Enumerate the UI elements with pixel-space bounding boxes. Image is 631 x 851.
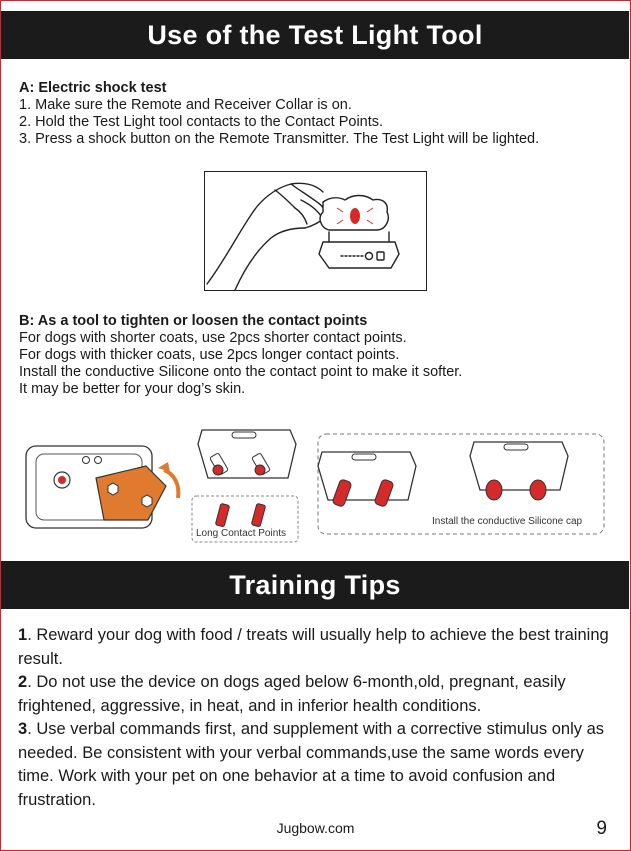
section-a-step-3: 3. Press a shock button on the Remote Transmitter. The Test Light will be lighted. <box>19 131 540 147</box>
tip-number: 2 <box>18 673 28 691</box>
training-tips-list <box>18 624 614 812</box>
tip-item <box>18 718 614 812</box>
hand-test-light-icon <box>205 172 426 290</box>
silicone-cap-caption: Install the conductive Silicone cap <box>432 516 583 527</box>
collar-silicone-right-icon <box>470 442 568 500</box>
collar-top-icon <box>198 430 296 478</box>
section-b-line-2: For dogs with thicker coats, use 2pcs longer contact points. <box>19 347 400 363</box>
page-title: Use of the Test Light Tool <box>1 11 629 59</box>
long-contact-points-caption: Long Contact Points <box>196 528 287 539</box>
section-a-step-1: 1. Make sure the Remote and Receiver Collar is on. <box>19 97 352 113</box>
tip-number: 3 <box>18 720 28 738</box>
collar-silicone-left-icon <box>318 452 416 507</box>
section-electric-shock-test <box>19 80 619 148</box>
section-a-heading: A: Electric shock test <box>19 80 167 96</box>
section-b-heading: B: As a tool to tighten or loosen the contact points <box>19 313 368 329</box>
contact-points-illustration <box>18 424 608 550</box>
tip-item <box>18 624 614 671</box>
tip-number: 1 <box>18 626 28 644</box>
section-b-line-1: For dogs with shorter coats, use 2pcs shorter contact points. <box>19 330 407 346</box>
tip-text: . Do not use the device on dogs aged below 6-month,old, pregnant, easily frightened, aggressive, in heat, and in inferior health conditions. <box>18 673 566 715</box>
long-contact-points-icon <box>215 503 265 527</box>
training-tips-title: Training Tips <box>1 561 629 609</box>
tip-item <box>18 671 614 718</box>
section-b-line-4: It may be better for your dog’s skin. <box>19 381 246 397</box>
tip-text: . Reward your dog with food / treats will usually help to achieve the best training result. <box>18 626 609 668</box>
page-number: 9 <box>596 818 607 839</box>
contact-points-figure <box>18 424 608 550</box>
section-a-step-2: 2. Hold the Test Light tool contacts to the Contact Points. <box>19 114 384 130</box>
receiver-tool-icon <box>26 446 178 528</box>
section-tighten-tool <box>19 313 619 398</box>
tip-text: . Use verbal commands first, and supplement with a corrective stimulus only as needed. Be consistent with your verbal commands,use the same words every time. Work with your pet on one behavior at a time to avoid confusion and frustration. <box>18 720 605 809</box>
footer-website: Jugbow.com <box>276 820 355 836</box>
test-light-illustration <box>204 171 427 291</box>
section-b-line-3: Install the conductive Silicone onto the contact point to make it softer. <box>19 364 463 380</box>
